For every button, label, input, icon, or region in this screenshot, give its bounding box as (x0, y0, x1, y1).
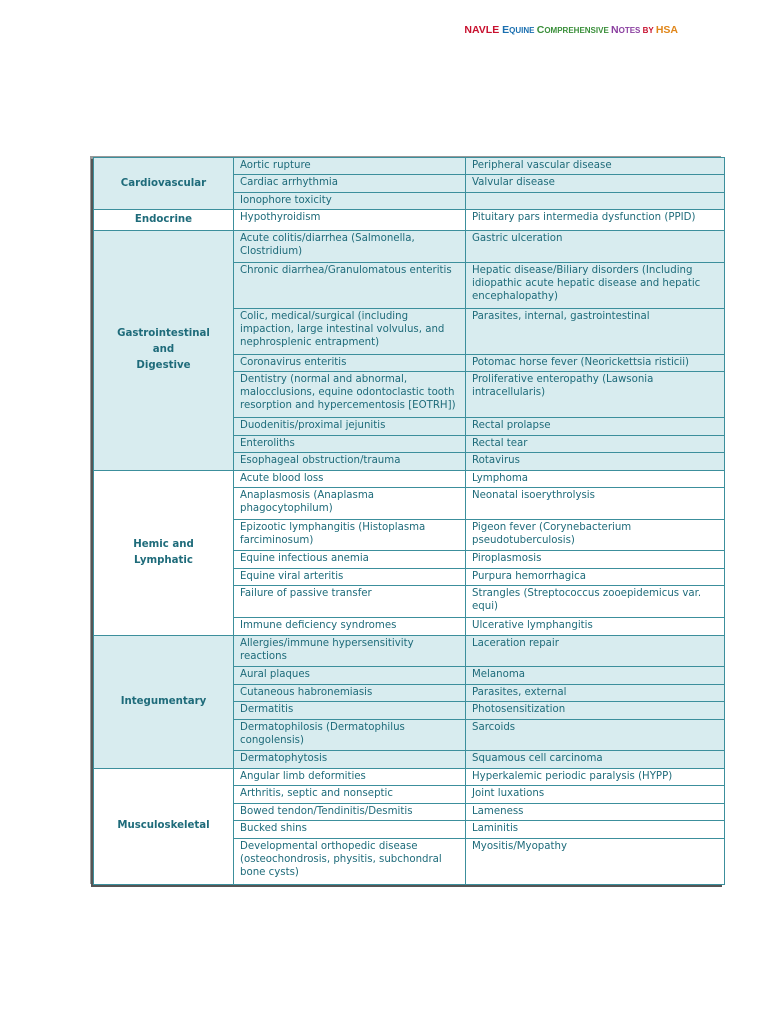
header-text-part: C (536, 24, 545, 36)
condition-cell-left: Arthritis, septic and nonseptic (234, 786, 466, 803)
table-row (94, 768, 725, 785)
header-text-part: E (502, 24, 510, 36)
condition-cell-right: Laceration repair (466, 635, 725, 667)
condition-cell-right: Peripheral vascular disease (466, 158, 725, 175)
system-category-cell: Gastrointestinal and Digestive (94, 231, 234, 470)
document-header (464, 24, 678, 36)
condition-cell-right: Melanoma (466, 667, 725, 684)
condition-cell-left: Coronavirus enteritis (234, 354, 466, 371)
condition-cell-left: Bowed tendon/Tendinitis/Desmitis (234, 803, 466, 820)
condition-cell-left: Angular limb deformities (234, 768, 466, 785)
condition-cell-left: Duodenitis/proximal jejunitis (234, 418, 466, 435)
condition-cell-right: Valvular disease (466, 175, 725, 192)
condition-cell-left: Failure of passive transfer (234, 586, 466, 618)
condition-cell-right: Rotavirus (466, 453, 725, 470)
condition-cell-right: Strangles (Streptococcus zooepidemicus var. equi) (466, 586, 725, 618)
equine-topics-table (93, 157, 725, 885)
condition-cell-left: Dentistry (normal and abnormal, malocclusions, equine odontoclastic tooth resorption and hypercementosis [EOTRH]) (234, 372, 466, 418)
header-text-part: QUINE (509, 26, 537, 35)
table-row (94, 470, 725, 487)
condition-cell-right: Sarcoids (466, 719, 725, 751)
condition-cell-left: Aortic rupture (234, 158, 466, 175)
table-row (94, 231, 725, 263)
condition-cell-left: Cardiac arrhythmia (234, 175, 466, 192)
condition-cell-left: Epizootic lymphangitis (Histoplasma farciminosum) (234, 519, 466, 551)
condition-cell-left: Immune deficiency syndromes (234, 618, 466, 635)
condition-cell-left: Anaplasmosis (Anaplasma phagocytophilum) (234, 488, 466, 520)
condition-cell-right (466, 192, 725, 209)
condition-cell-right: Neonatal isoerythrolysis (466, 488, 725, 520)
condition-cell-left: Bucked shins (234, 821, 466, 838)
condition-cell-right: Squamous cell carcinoma (466, 751, 725, 768)
condition-cell-left: Cutaneous habronemiasis (234, 684, 466, 701)
header-text-part: OMPREHENSIVE (544, 26, 612, 35)
system-category-cell: Endocrine (94, 210, 234, 231)
condition-cell-left: Acute blood loss (234, 470, 466, 487)
condition-cell-left: Allergies/immune hypersensitivity reactions (234, 635, 466, 667)
condition-cell-right: Pigeon fever (Corynebacterium pseudotuberculosis) (466, 519, 725, 551)
condition-cell-left: Colic, medical/surgical (including impaction, large intestinal volvulus, and nephrosplenic entrapment) (234, 308, 466, 354)
header-text-part: NAVLE (464, 24, 503, 36)
condition-cell-right: Lymphoma (466, 470, 725, 487)
header-text-part: OTES (618, 26, 643, 35)
header-text-part: N (611, 24, 619, 36)
condition-cell-right: Ulcerative lymphangitis (466, 618, 725, 635)
condition-cell-left: Acute colitis/diarrhea (Salmonella, Clostridium) (234, 231, 466, 263)
system-category-cell: Cardiovascular (94, 158, 234, 210)
condition-cell-right: Piroplasmosis (466, 551, 725, 568)
condition-cell-right: Laminitis (466, 821, 725, 838)
table-row (94, 210, 725, 231)
condition-cell-left: Dermatophilosis (Dermatophilus congolensis) (234, 719, 466, 751)
table-row (94, 635, 725, 667)
condition-cell-right: Purpura hemorrhagica (466, 568, 725, 585)
condition-cell-left: Ionophore toxicity (234, 192, 466, 209)
condition-cell-left: Developmental orthopedic disease (osteochondrosis, physitis, subchondral bone cysts) (234, 838, 466, 884)
condition-cell-right: Rectal prolapse (466, 418, 725, 435)
condition-cell-right: Potomac horse fever (Neorickettsia risticii) (466, 354, 725, 371)
condition-cell-right: Pituitary pars intermedia dysfunction (PPID) (466, 210, 725, 231)
condition-cell-right: Myositis/Myopathy (466, 838, 725, 884)
condition-cell-left: Enteroliths (234, 435, 466, 452)
condition-cell-left: Equine viral arteritis (234, 568, 466, 585)
condition-cell-right: Lameness (466, 803, 725, 820)
condition-cell-left: Dermatitis (234, 702, 466, 719)
condition-cell-left: Equine infectious anemia (234, 551, 466, 568)
condition-cell-left: Esophageal obstruction/trauma (234, 453, 466, 470)
condition-cell-right: Proliferative enteropathy (Lawsonia intracellularis) (466, 372, 725, 418)
system-category-cell: Musculoskeletal (94, 768, 234, 884)
system-category-cell: Hemic and Lymphatic (94, 470, 234, 635)
header-text-part: HSA (655, 24, 678, 36)
condition-cell-right: Gastric ulceration (466, 231, 725, 263)
table-row (94, 158, 725, 175)
condition-cell-right: Parasites, internal, gastrointestinal (466, 308, 725, 354)
condition-cell-right: Hyperkalemic periodic paralysis (HYPP) (466, 768, 725, 785)
header-text-part: BY (642, 26, 656, 35)
condition-cell-right: Joint luxations (466, 786, 725, 803)
condition-cell-right: Hepatic disease/Biliary disorders (Including idiopathic acute hepatic disease and hepatic encephalopathy) (466, 262, 725, 308)
condition-cell-right: Photosensitization (466, 702, 725, 719)
condition-cell-right: Rectal tear (466, 435, 725, 452)
system-category-cell: Integumentary (94, 635, 234, 768)
condition-cell-left: Aural plaques (234, 667, 466, 684)
condition-cell-right: Parasites, external (466, 684, 725, 701)
condition-cell-left: Chronic diarrhea/Granulomatous enteritis (234, 262, 466, 308)
equine-topics-table-container (93, 157, 724, 885)
condition-cell-left: Hypothyroidism (234, 210, 466, 231)
condition-cell-left: Dermatophytosis (234, 751, 466, 768)
